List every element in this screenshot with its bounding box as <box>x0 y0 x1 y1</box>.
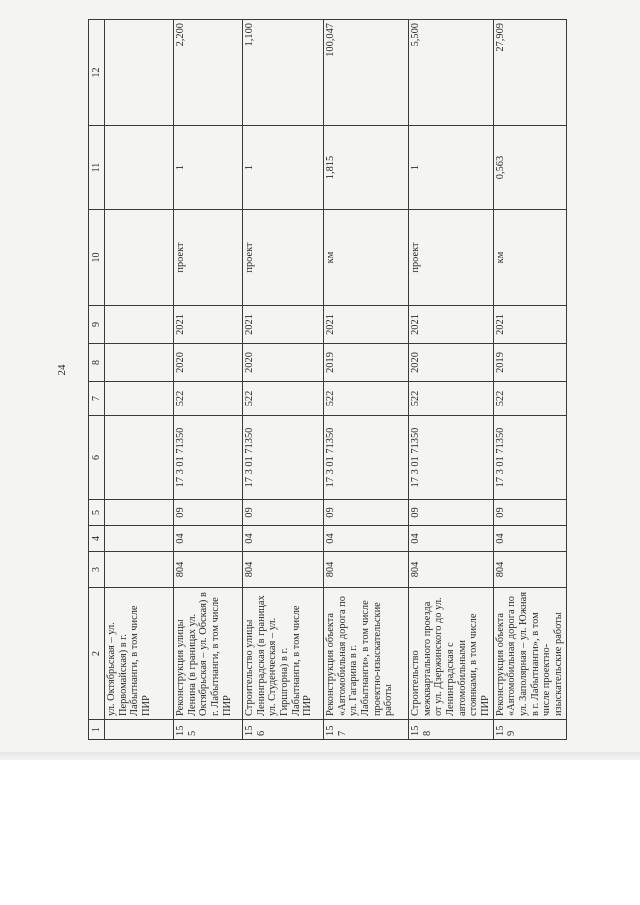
cell-9: 2021 <box>243 306 324 344</box>
table-row <box>243 20 324 740</box>
column-header: 2 <box>89 588 105 720</box>
cell-12: 1,100 <box>243 20 324 126</box>
column-header: 3 <box>89 552 105 588</box>
table-header-row <box>89 20 105 740</box>
column-header: 12 <box>89 20 105 126</box>
cell-4: 04 <box>243 526 324 552</box>
cell-8: 2020 <box>409 344 493 382</box>
cell-6 <box>105 416 174 500</box>
cell-12: 5,500 <box>409 20 493 126</box>
cell-3: 804 <box>409 552 493 588</box>
cell-7: 522 <box>174 382 243 416</box>
column-header: 5 <box>89 500 105 526</box>
cell-12: 27,909 <box>493 20 566 126</box>
row-number: 158 <box>409 720 493 740</box>
cell-3: 804 <box>324 552 409 588</box>
cell-4 <box>105 526 174 552</box>
cell-9: 2021 <box>409 306 493 344</box>
cell-12: 100,047 <box>324 20 409 126</box>
column-header: 11 <box>89 126 105 210</box>
cell-5: 09 <box>324 500 409 526</box>
cell-4: 04 <box>324 526 409 552</box>
cell-9 <box>105 306 174 344</box>
cell-5: 09 <box>243 500 324 526</box>
cell-3 <box>105 552 174 588</box>
table-row <box>324 20 409 740</box>
rotated-table-wrapper <box>88 20 564 740</box>
table-row <box>493 20 566 740</box>
scan-edge <box>0 752 640 760</box>
column-header: 8 <box>89 344 105 382</box>
table-row <box>105 20 174 740</box>
cell-11: 1 <box>243 126 324 210</box>
cell-6: 17 3 01 71350 <box>243 416 324 500</box>
cell-11: 1 <box>409 126 493 210</box>
cell-9: 2021 <box>324 306 409 344</box>
cell-11: 1,815 <box>324 126 409 210</box>
row-name: Строительство улицы Ленинградская (в границах ул. Студенческая – ул. Гиршгорна) в г. Лабытнанги, в том числе ПИР <box>243 588 324 720</box>
cell-5: 09 <box>493 500 566 526</box>
cell-8: 2020 <box>243 344 324 382</box>
cell-3: 804 <box>174 552 243 588</box>
row-number: 157 <box>324 720 409 740</box>
cell-7 <box>105 382 174 416</box>
row-name: Строительство межквартального проезда от ул. Дзержинского до ул. Ленинградская с автомобильными стоянками, в том числе ПИР <box>409 588 493 720</box>
table-row <box>409 20 493 740</box>
column-header: 7 <box>89 382 105 416</box>
column-header: 4 <box>89 526 105 552</box>
cell-8: 2019 <box>493 344 566 382</box>
cell-3: 804 <box>243 552 324 588</box>
cell-8: 2019 <box>324 344 409 382</box>
cell-11: 1 <box>174 126 243 210</box>
cell-6: 17 3 01 71350 <box>324 416 409 500</box>
row-name: ул. Октябрьская – ул. Первомайская) в г. Лабытнанги, в том числе ПИР <box>105 588 174 720</box>
cell-9: 2021 <box>174 306 243 344</box>
cell-8 <box>105 344 174 382</box>
cell-3: 804 <box>493 552 566 588</box>
cell-10: проект <box>243 210 324 306</box>
cell-12: 2,200 <box>174 20 243 126</box>
column-header: 9 <box>89 306 105 344</box>
page-number: 24 <box>56 364 68 376</box>
row-name: Реконструкция объекта «Автомобильная дорога по ул. Заполярная – ул. Южная в г. Лабытнанги», в том числе проектно-изыскательские работы <box>493 588 566 720</box>
cell-7: 522 <box>493 382 566 416</box>
cell-10: проект <box>409 210 493 306</box>
cell-4: 04 <box>493 526 566 552</box>
row-number: 156 <box>243 720 324 740</box>
cell-10 <box>105 210 174 306</box>
cell-7: 522 <box>243 382 324 416</box>
cell-7: 522 <box>324 382 409 416</box>
cell-6: 17 3 01 71350 <box>409 416 493 500</box>
row-number: 155 <box>174 720 243 740</box>
column-header: 10 <box>89 210 105 306</box>
row-number <box>105 720 174 740</box>
cell-8: 2020 <box>174 344 243 382</box>
cell-12 <box>105 20 174 126</box>
cell-9: 2021 <box>493 306 566 344</box>
cell-7: 522 <box>409 382 493 416</box>
cell-10: проект <box>174 210 243 306</box>
cell-10: км <box>493 210 566 306</box>
table-row <box>174 20 243 740</box>
row-name: Реконструкция улицы Ленина (в границах ул. Октябрьская – ул. Обская) в г. Лабытнанги, в том числе ПИР <box>174 588 243 720</box>
cell-11: 0,563 <box>493 126 566 210</box>
column-header: 6 <box>89 416 105 500</box>
cell-5: 09 <box>174 500 243 526</box>
row-name: Реконструкция объекта «Автомобильная дорога по ул. Гагарина в г. Лабытнанги», в том числе проектно-изыскательские работы <box>324 588 409 720</box>
cell-5 <box>105 500 174 526</box>
column-header: 1 <box>89 720 105 740</box>
cell-4: 04 <box>174 526 243 552</box>
cell-4: 04 <box>409 526 493 552</box>
cell-11 <box>105 126 174 210</box>
cell-6: 17 3 01 71350 <box>493 416 566 500</box>
cell-6: 17 3 01 71350 <box>174 416 243 500</box>
row-number: 159 <box>493 720 566 740</box>
cell-5: 09 <box>409 500 493 526</box>
budget-table <box>88 19 567 740</box>
cell-10: км <box>324 210 409 306</box>
